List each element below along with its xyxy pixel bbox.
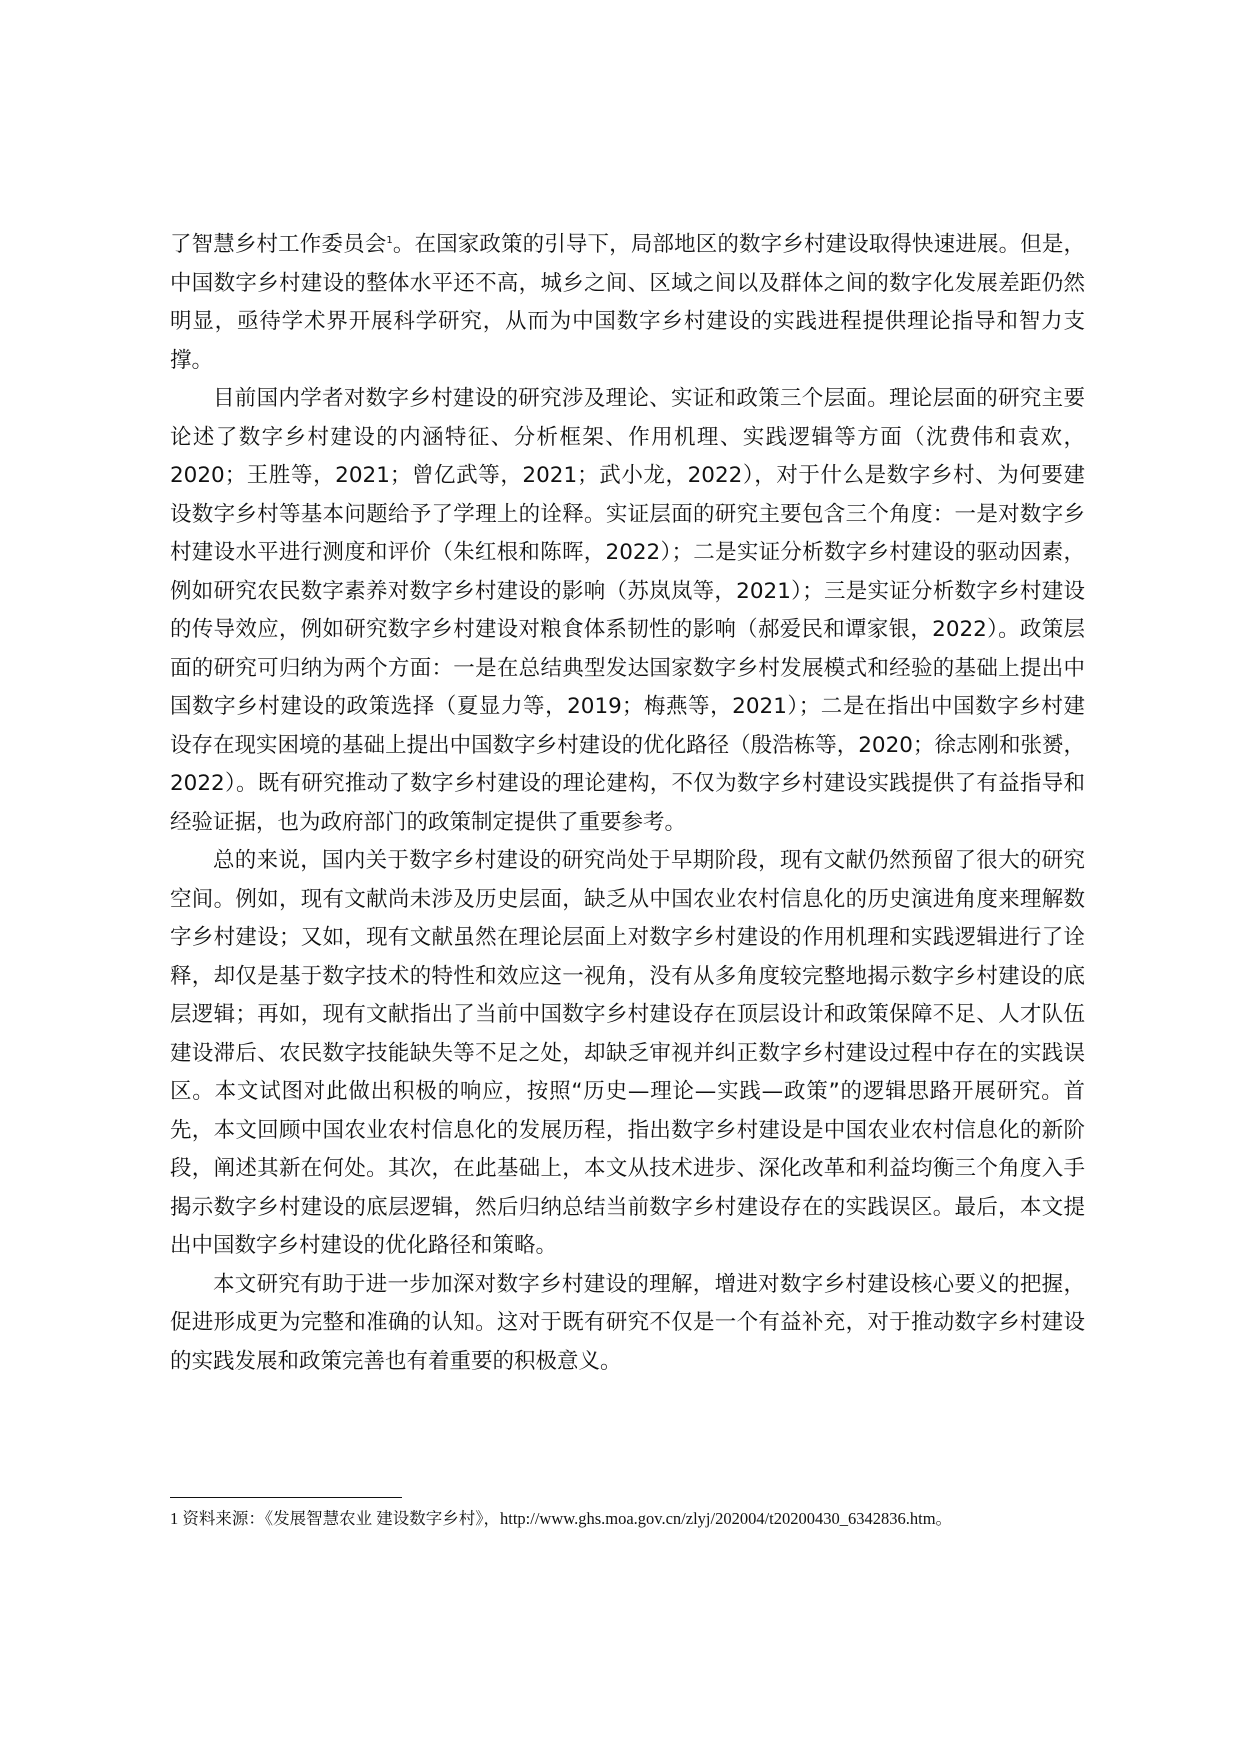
paragraph-1-text-b: 。在国家政策的引导下，局部地区的数字乡村建设取得快速进展。但是，中国数字乡村建设的整体水平还不高，城乡之间、区域之间以及群体之间的数字化发展差距仍然明显，亟待学术界开展科学研究，从而为中国数字乡村建设的实践进程提供理论指导和智力支撑。 bbox=[170, 232, 1085, 373]
paragraph-2: 目前国内学者对数字乡村建设的研究涉及理论、实证和政策三个层面。理论层面的研究主要论述了数字乡村建设的内涵特征、分析框架、作用机理、实践逻辑等方面（沈费伟和袁欢，2020；王胜等，2021；曾亿武等，2021；武小龙，2022），对于什么是数字乡村、为何要建设数字乡村等基本问题给予了学理上的诠释。实证层面的研究主要包含三个角度：一是对数字乡村建设水平进行测度和评价（朱红根和陈晖，2022）；二是实证分析数字乡村建设的驱动因素，例如研究农民数字素养对数字乡村建设的影响（苏岚岚等，2021）；三是实证分析数字乡村建设的传导效应，例如研究数字乡村建设对粮食体系韧性的影响（郝爱民和谭家银，2022）。政策层面的研究可归纳为两个方面：一是在总结典型发达国家数字乡村发展模式和经验的基础上提出中国数字乡村建设的政策选择（夏显力等，2019；梅燕等，2021）；二是在指出中国数字乡村建设存在现实困境的基础上提出中国数字乡村建设的优化路径（殷浩栋等，2020；徐志刚和张赟，2022）。既有研究推动了数字乡村建设的理论建构，不仅为数字乡村建设实践提供了有益指导和经验证据，也为政府部门的政策制定提供了重要参考。 bbox=[170, 386, 1085, 835]
footnote-text: 资料来源：《发展智慧农业 建设数字乡村》，http://www.ghs.moa.gov.cn/zlyj/202004/t20200430_6342836.htm。 bbox=[182, 1509, 953, 1528]
footnote bbox=[170, 1507, 1120, 1531]
paragraph-1-text-a: 了智慧乡村工作委员会 bbox=[170, 232, 387, 257]
paragraph-4: 本文研究有助于进一步加深对数字乡村建设的理解，增进对数字乡村建设核心要义的把握，促进形成更为完整和准确的认知。这对于既有研究不仅是一个有益补充，对于推动数字乡村建设的实践发展和政策完善也有着重要的积极意义。 bbox=[170, 1271, 1085, 1374]
body-text bbox=[170, 226, 1085, 1381]
paragraph-1 bbox=[170, 226, 1085, 380]
paragraph-3: 总的来说，国内关于数字乡村建设的研究尚处于早期阶段，现有文献仍然预留了很大的研究空间。例如，现有文献尚未涉及历史层面，缺乏从中国农业农村信息化的历史演进角度来理解数字乡村建设；又如，现有文献虽然在理论层面上对数字乡村建设的作用机理和实践逻辑进行了诠释，却仅是基于数字技术的特性和效应这一视角，没有从多角度较完整地揭示数字乡村建设的底层逻辑；再如，现有文献指出了当前中国数字乡村建设存在顶层设计和政策保障不足、人才队伍建设滞后、农民数字技能缺失等不足之处，却缺乏审视并纠正数字乡村建设过程中存在的实践误区。本文试图对此做出积极的响应，按照“历史—理论—实践—政策”的逻辑思路开展研究。首先，本文回顾中国农业农村信息化的发展历程，指出数字乡村建设是中国农业农村信息化的新阶段，阐述其新在何处。其次，在此基础上，本文从技术进步、深化改革和利益均衡三个角度入手揭示数字乡村建设的底层逻辑，然后归纳总结当前数字乡村建设存在的实践误区。最后，本文提出中国数字乡村建设的优化路径和策略。 bbox=[170, 848, 1085, 1258]
footnote-divider bbox=[170, 1497, 402, 1498]
footnote-reference[interactable]: 1 bbox=[386, 234, 393, 246]
footnote-number: 1 bbox=[170, 1509, 179, 1528]
